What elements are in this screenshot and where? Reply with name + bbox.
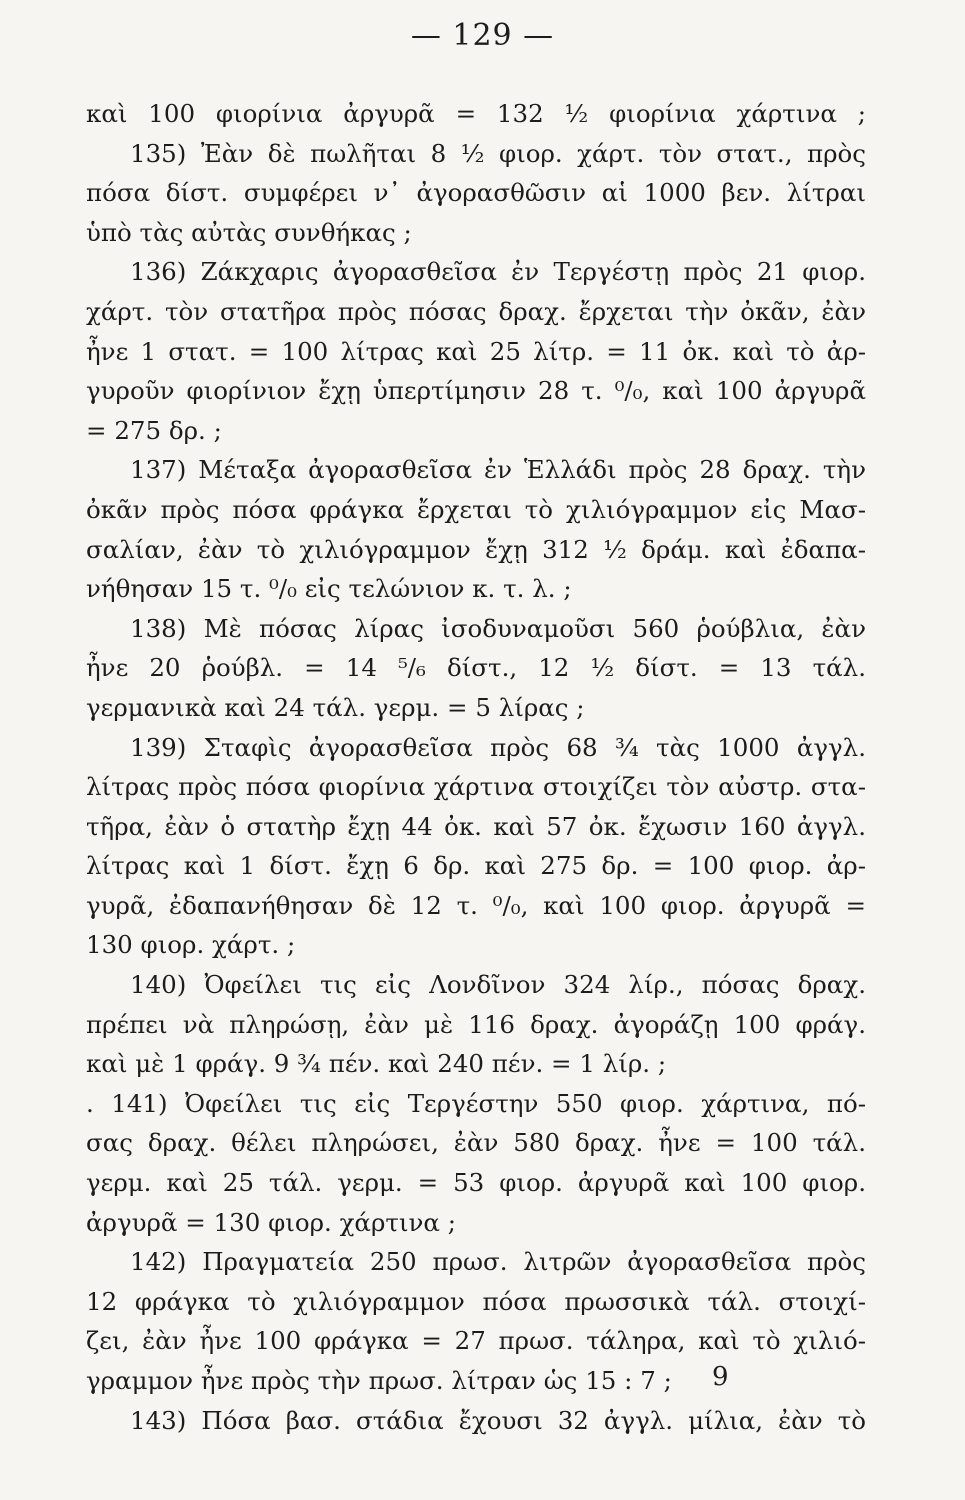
text-line: ἦνε 20 ῥούβλ. = 14 ⁵/₆ δίστ., 12 ½ δίστ. = 13 τάλ.	[86, 653, 866, 683]
text-line: πρέπει νὰ πληρώσῃ, ἐὰν μὲ 116 δραχ. ἀγοράζῃ 100 φράγ.	[86, 1009, 866, 1039]
text-line: . 141) Ὀφείλει τις εἰς Τεργέστην 550 φιορ. χάρτινα, πό-	[86, 1088, 866, 1118]
text-line: 12 φράγκα τὸ χιλιόγραμμον πόσα πρωσσικὰ τάλ. στοιχί-	[86, 1286, 866, 1316]
text-line: σαλίαν, ἐὰν τὸ χιλιόγραμμον ἔχῃ 312 ½ δράμ. καὶ ἐδαπα-	[86, 534, 866, 564]
page-number: — 129 —	[410, 18, 555, 53]
text-line: γυροῦν φιορίνιον ἔχῃ ὑπερτίμησιν 28 τ. ⁰/₀, καὶ 100 ἀργυρᾶ	[86, 376, 866, 406]
text-line: πόσα δίστ. συμφέρει ν᾽ ἀγορασθῶσιν αἱ 1000 βεν. λίτραι	[86, 178, 866, 208]
text-line: νήθησαν 15 τ. ⁰/₀ εἰς τελώνιον κ. τ. λ. ;	[86, 574, 572, 604]
text-line: 135) Ἐὰν δὲ πωλῆται 8 ½ φιορ. χάρτ. τὸν στατ., πρὸς	[130, 138, 866, 168]
text-line: ἦνε 1 στατ. = 100 λίτρας καὶ 25 λίτρ. = 11 ὀκ. καὶ τὸ ἀρ-	[86, 336, 866, 366]
text-line: γερμ. καὶ 25 τάλ. γερμ. = 53 φιορ. ἀργυρᾶ καὶ 100 φιορ.	[86, 1168, 866, 1198]
text-line: καὶ μὲ 1 φράγ. 9 ¾ πέν. καὶ 240 πέν. = 1 λίρ. ;	[86, 1049, 667, 1079]
text-line: ζει, ἐὰν ἦνε 100 φράγκα = 27 πρωσ. τάληρα, καὶ τὸ χιλιό-	[86, 1326, 866, 1356]
text-line: ὀκᾶν πρὸς πόσα φράγκα ἔρχεται τὸ χιλιόγραμμον εἰς Μασ-	[86, 494, 866, 524]
text-line: = 275 δρ. ;	[86, 415, 222, 445]
text-line: 142) Πραγματεία 250 πρωσ. λιτρῶν ἀγορασθεῖσα πρὸς	[130, 1247, 866, 1277]
text-line: γυρᾶ, ἐδαπανήθησαν δὲ 12 τ. ⁰/₀, καὶ 100 φιορ. ἀργυρᾶ =	[86, 890, 866, 920]
text-line: λίτρας πρὸς πόσα φιορίνια χάρτινα στοιχίζει τὸν αὐστρ. στα-	[86, 772, 866, 802]
text-line: καὶ 100 φιορίνια ἀργυρᾶ = 132 ½ φιορίνια χάρτινα ;	[86, 99, 866, 128]
text-line: 136) Ζάκχαρις ἀγορασθεῖσα ἐν Τεργέστῃ πρὸς 21 φιορ.	[130, 257, 866, 287]
text-line: 130 φιορ. χάρτ. ;	[86, 930, 296, 960]
body-text	[86, 94, 866, 1440]
text-line: γραμμον ἦνε πρὸς τὴν πρωσ. λίτραν ὡς 15 : 7 ;	[86, 1366, 672, 1395]
text-line: 143) Πόσα βασ. στάδια ἔχουσι 32 ἀγγλ. μίλια, ἐὰν τὸ	[130, 1405, 866, 1435]
text-line: τῆρα, ἐὰν ὁ στατὴρ ἔχῃ 44 ὀκ. καὶ 57 ὀκ. ἔχωσιν 160 ἀγγλ.	[86, 811, 866, 841]
text-line: χάρτ. τὸν στατῆρα πρὸς πόσας δραχ. ἔρχεται τὴν ὀκᾶν, ἐὰν	[86, 296, 866, 326]
text-line: 139) Σταφὶς ἀγορασθεῖσα πρὸς 68 ¾ τὰς 1000 ἀγγλ.	[130, 732, 866, 762]
text-line: λίτρας καὶ 1 δίστ. ἔχῃ 6 δρ. καὶ 275 δρ. = 100 φιορ. ἀρ-	[86, 851, 866, 881]
text-line: σας δραχ. θέλει πληρώσει, ἐὰν 580 δραχ. ἦνε = 100 τάλ.	[86, 1128, 866, 1158]
text-line: 140) Ὀφείλει τις εἰς Λονδῖνον 324 λίρ., πόσας δραχ.	[130, 970, 866, 1000]
text-line: 138) Μὲ πόσας λίρας ἰσοδυναμοῦσι 560 ῥούβλια, ἐὰν	[130, 613, 866, 643]
signature-mark: 9	[712, 1362, 729, 1392]
text-line: γερμανικὰ καὶ 24 τάλ. γερμ. = 5 λίρας ;	[86, 692, 585, 722]
text-line: 137) Μέταξα ἀγορασθεῖσα ἐν Ἑλλάδι πρὸς 28 δραχ. τὴν	[130, 455, 866, 485]
text-line: ἀργυρᾶ = 130 φιορ. χάρτινα ;	[86, 1207, 457, 1237]
text-line: ὑπὸ τὰς αὐτὰς συνθήκας ;	[86, 217, 412, 247]
